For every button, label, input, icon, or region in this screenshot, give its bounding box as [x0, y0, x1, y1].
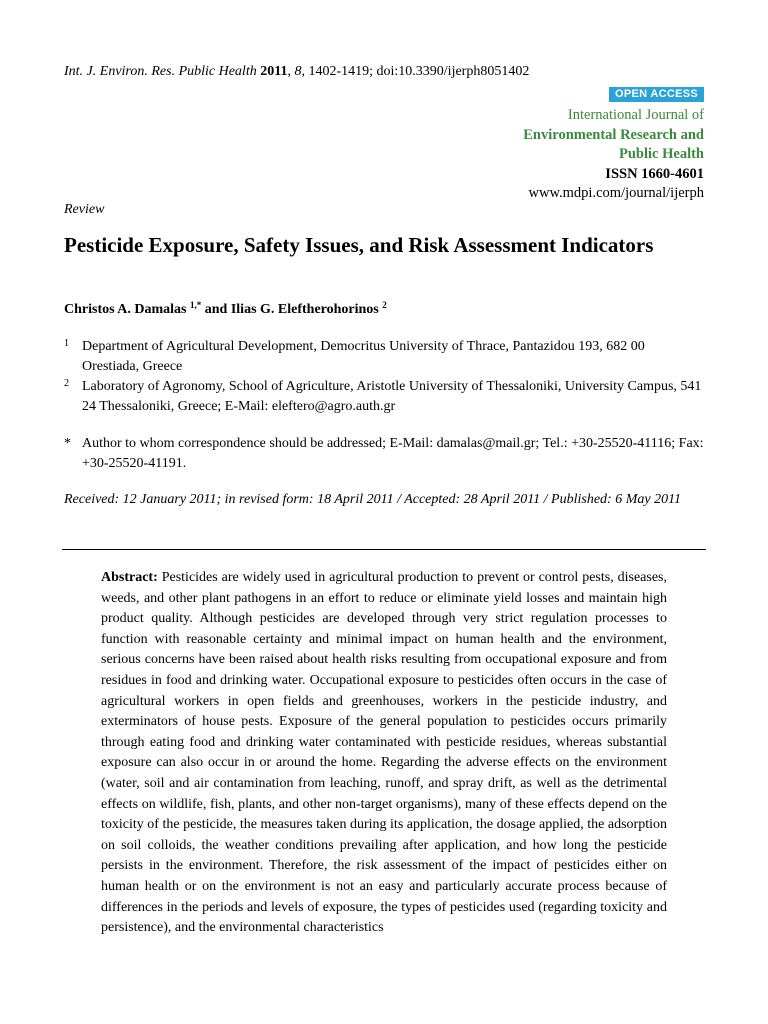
- journal-name-line1: International Journal of: [567, 107, 704, 123]
- citation-line: Int. J. Environ. Res. Public Health 2011, 8, 1402-1419; doi:10.3390/ijerph8051402: [64, 64, 530, 79]
- correspondence-note: [64, 434, 704, 474]
- section-divider: [62, 549, 706, 550]
- author-name: Christos A. Damalas: [64, 302, 187, 317]
- author-name: Ilias G. Eleftherohorinos: [230, 302, 379, 317]
- affiliation-mark: 2: [64, 378, 69, 389]
- abstract-text: Pesticides are widely used in agricultural production to prevent or control pests, diseases, weeds, and other plant pathogens in an effort to reduce or eliminate yield losses and maintain high product quality. Although pesticides are developed through very strict regulation processes to function with reasonable certainty and minimal impact on human health and the environment, serious concerns have been raised about health risks resulting from occupational exposure and from residues in food and drinking water. Occupational exposure to pesticides often occurs in the case of agricultural workers in open fields and greenhouses, workers in the pesticide industry, and exterminators of house pests. Exposure of the general population to pesticides occurs primarily through eating food and drinking water contaminated with pesticide residues, whereas substantial exposure can also occur in or around the home. Regarding the adverse effects on the environment (water, soil and air contamination from leaching, runoff, and spray drift, as well as the detrimental effects on wildlife, fish, plants, and other non-target organisms), many of these effects depend on the toxicity of the pesticide, the measures taken during its application, the dosage applied, the adsorption on soil colloids, the weather conditions prevailing after application, and how long the pesticide persists in the environment. Therefore, the risk assessment of the impact of pesticides either on human health or on the environment is not an easy and particularly accurate process because of differences in the periods and levels of exposure, the types of pesticides used (regarding toxicity and persistence), and the environmental characteristics: [101, 570, 668, 936]
- abstract-label: Abstract:: [101, 570, 158, 585]
- correspondence-mark: *: [64, 436, 71, 451]
- author-affil-mark: 2: [382, 300, 387, 310]
- journal-issn: ISSN 1660-4601: [605, 165, 704, 182]
- author-affil-mark: 1,*: [190, 300, 202, 310]
- affiliation-2: [64, 377, 704, 417]
- paper-title: Pesticide Exposure, Safety Issues, and Risk Assessment Indicators: [64, 233, 654, 257]
- correspondence-text: Author to whom correspondence should be addressed; E-Mail: damalas@mail.gr; Tel.: +30-25520-41116; Fax: +30-25520-41191.: [82, 436, 704, 471]
- citation-year: 2011: [260, 64, 288, 79]
- publication-dates: Received: 12 January 2011; in revised form: 18 April 2011 / Accepted: 28 April 2011 / Published: 6 May 2011: [64, 492, 682, 507]
- citation-volume: 8: [294, 64, 302, 79]
- affiliation-mark: 1: [64, 338, 69, 349]
- open-access-badge: OPEN ACCESS: [609, 87, 704, 102]
- author-list: [64, 302, 387, 318]
- affiliation-text: Laboratory of Agronomy, School of Agriculture, Aristotle University of Thessaloniki, University Campus, 541 24 Thessaloniki, Greece; E-Mail: eleftero@agro.auth.gr: [82, 379, 702, 414]
- journal-name-line2: Environmental Research and: [523, 126, 704, 143]
- author-joiner: and: [204, 302, 228, 317]
- abstract: [101, 568, 667, 939]
- journal-name-line3: Public Health: [619, 146, 704, 162]
- journal-masthead: [523, 106, 704, 204]
- journal-abbrev: Int. J. Environ. Res. Public Health: [64, 64, 257, 79]
- affiliation-1: [64, 337, 704, 377]
- article-type: Review: [64, 202, 105, 217]
- affiliation-text: Department of Agricultural Development, Democritus University of Thrace, Pantazidou 193, 682 00 Orestiada, Greece: [82, 339, 645, 374]
- citation-pages-doi: 1402-1419; doi:10.3390/ijerph8051402: [308, 64, 530, 79]
- journal-url[interactable]: www.mdpi.com/journal/ijerph: [528, 185, 704, 201]
